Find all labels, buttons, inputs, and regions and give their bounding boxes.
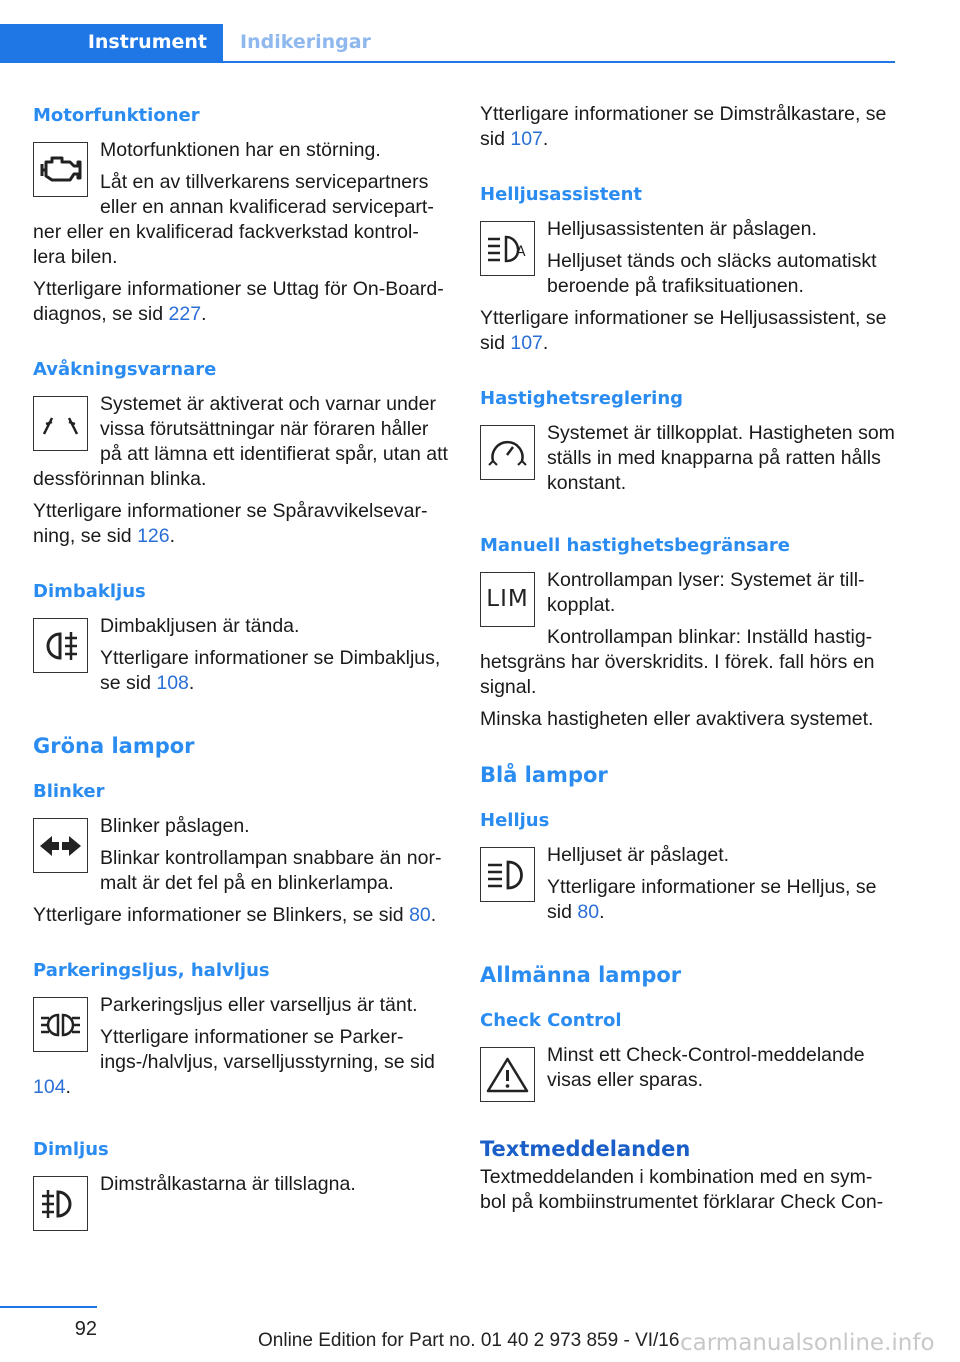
helljusassistent-line-2: Helljuset tänds och släcks automatiskt beroende på trafiksituationen. <box>547 250 877 297</box>
blinker-line-2: Blinkar kontrollampan snabbare än nor-malt är det fel på en blinkerlampa. <box>100 847 442 894</box>
section-dim-more <box>480 102 898 152</box>
page-ref-104[interactable]: 104 <box>33 1076 66 1098</box>
section-parkering <box>33 957 451 1107</box>
dimljus-line-1: Dimstrålkastarna är tillslagna. <box>100 1173 356 1195</box>
watermark-text: carmanualsonline.info <box>680 1330 935 1356</box>
motor-line-1: Motorfunktionen har en störning. <box>100 139 381 161</box>
page-number: 92 <box>74 1318 97 1340</box>
helljus-heading: Helljus <box>480 810 550 831</box>
avakning-heading: Avåkningsvarnare <box>33 359 217 380</box>
blinker-more: Ytterligare informationer se Blinkers, se sid 80. <box>33 904 437 926</box>
left-column <box>33 102 451 1264</box>
dimbakljus-line-1: Dimbakljusen är tända. <box>100 615 300 637</box>
front-fog-icon <box>33 1176 88 1231</box>
page-ref-126[interactable]: 126 <box>137 525 170 547</box>
page-ref-227[interactable]: 227 <box>168 303 202 325</box>
edition-text: Online Edition for Part no. 01 40 2 973 859 - VI/16 <box>258 1330 680 1351</box>
lane-departure-icon <box>33 396 88 451</box>
tab-indikeringar[interactable]: Indikeringar <box>240 31 371 53</box>
hastighetsreglering-heading: Hastighetsreglering <box>480 388 684 409</box>
helljusassistent-line-1: Helljusassistenten är påslagen. <box>547 218 817 240</box>
page-ref-80b[interactable]: 80 <box>577 901 600 923</box>
blinker-line-1: Blinker påslagen. <box>100 815 250 837</box>
motor-line-2: Låt en av tillverkarens servicepartners eller en annan kvalificerad servicepart-ner eller en kvalificerad fackverkstad kontrol-lera bilen. <box>33 171 434 268</box>
svg-text:A: A <box>516 243 526 260</box>
text-messages-heading: Textmeddelanden <box>480 1137 691 1161</box>
lim-line-3: Minska hastigheten eller avaktivera systemet. <box>480 708 874 730</box>
helljus-line-1: Helljuset är påslaget. <box>547 844 730 866</box>
tab-instrument[interactable]: Instrument <box>0 24 223 61</box>
section-lim <box>480 532 898 732</box>
hastighetsreglering-line-1: Systemet är tillkopplat. Hastigheten som ställs in med knapparna på ratten hålls konstant. <box>547 422 895 494</box>
section-blinker <box>33 778 451 928</box>
check-control-heading: Check Control <box>480 1010 622 1031</box>
helljusassistent-heading: Helljusassistent <box>480 184 642 205</box>
rear-fog-icon <box>33 618 88 673</box>
parking-light-icon <box>33 997 88 1052</box>
avakning-line-1: Systemet är aktiverat och varnar under vissa förutsättningar när föraren håller på att lämna ett identifierat spår, utan att dessförinnan blinka. <box>33 393 448 490</box>
check-control-line-1: Minst ett Check-Control-meddelande visas eller sparas. <box>547 1044 865 1091</box>
helljus-more: Ytterligare informationer se Helljus, se sid 80. <box>547 876 877 923</box>
turn-signal-icon <box>33 818 88 873</box>
parkering-more: Ytterligare informationer se Parker-ings-/halvljus, varselljusstyrning, se sid 104. <box>33 1026 435 1098</box>
section-check-control <box>480 1007 898 1106</box>
page-ref-107b[interactable]: 107 <box>510 332 543 354</box>
footer-divider <box>0 1306 97 1308</box>
tab-bar <box>0 24 895 63</box>
avakning-more: Ytterligare informationer se Spåravvikelsevar-ning, se sid 126. <box>33 500 428 547</box>
blue-lamps-heading: Blå lampor <box>480 763 608 787</box>
parkering-line-1: Parkeringsljus eller varselljus är tänt. <box>100 994 418 1016</box>
motor-heading: Motorfunktioner <box>33 105 200 126</box>
lim-heading: Manuell hastighetsbegränsare <box>480 535 790 556</box>
speed-limiter-icon <box>480 572 535 627</box>
blinker-heading: Blinker <box>33 781 105 802</box>
section-dimljus <box>33 1136 451 1235</box>
green-lamps-heading: Gröna lampor <box>33 734 195 758</box>
motor-more: Ytterligare informationer se Uttag för On-Board-diagnos, se sid 227. <box>33 278 444 325</box>
high-beam-assist-icon <box>480 221 535 276</box>
section-helljusassistent <box>480 181 898 356</box>
dimbakljus-more: Ytterligare informationer se Dimbakljus, se sid 108. <box>100 647 441 694</box>
section-avakning <box>33 356 451 549</box>
right-column <box>480 102 898 1215</box>
page-ref-80[interactable]: 80 <box>409 904 431 926</box>
dimbakljus-heading: Dimbakljus <box>33 581 146 602</box>
section-dimbakljus <box>33 578 451 703</box>
dim-more: Ytterligare informationer se Dimstrålkastare, se sid 107. <box>480 103 887 150</box>
high-beam-icon <box>480 847 535 902</box>
engine-icon <box>33 142 88 197</box>
cruise-control-icon <box>480 425 535 480</box>
section-helljus <box>480 807 898 932</box>
page-ref-107[interactable]: 107 <box>510 128 543 150</box>
lim-line-2: Kontrollampan blinkar: Inställd hastig-hetsgräns har överskridits. I förek. fall hörs en signal. <box>480 626 875 698</box>
lim-line-1: Kontrollampan lyser: Systemet är till-kopplat. <box>547 569 865 616</box>
section-hastighetsreglering <box>480 385 898 503</box>
section-motor <box>33 102 451 327</box>
text-messages-body: Textmeddelanden i kombination med en sym-bol på kombiinstrumentet förklarar Check Con- <box>480 1166 884 1213</box>
helljusassistent-more: Ytterligare informationer se Helljusassistent, se sid 107. <box>480 307 887 354</box>
warning-triangle-icon <box>480 1047 535 1102</box>
parkering-heading: Parkeringsljus, halvljus <box>33 960 270 981</box>
general-lamps-heading: Allmänna lampor <box>480 963 682 987</box>
lim-label: LIM <box>486 586 529 612</box>
page-ref-108[interactable]: 108 <box>156 672 189 694</box>
dimljus-heading: Dimljus <box>33 1139 109 1160</box>
